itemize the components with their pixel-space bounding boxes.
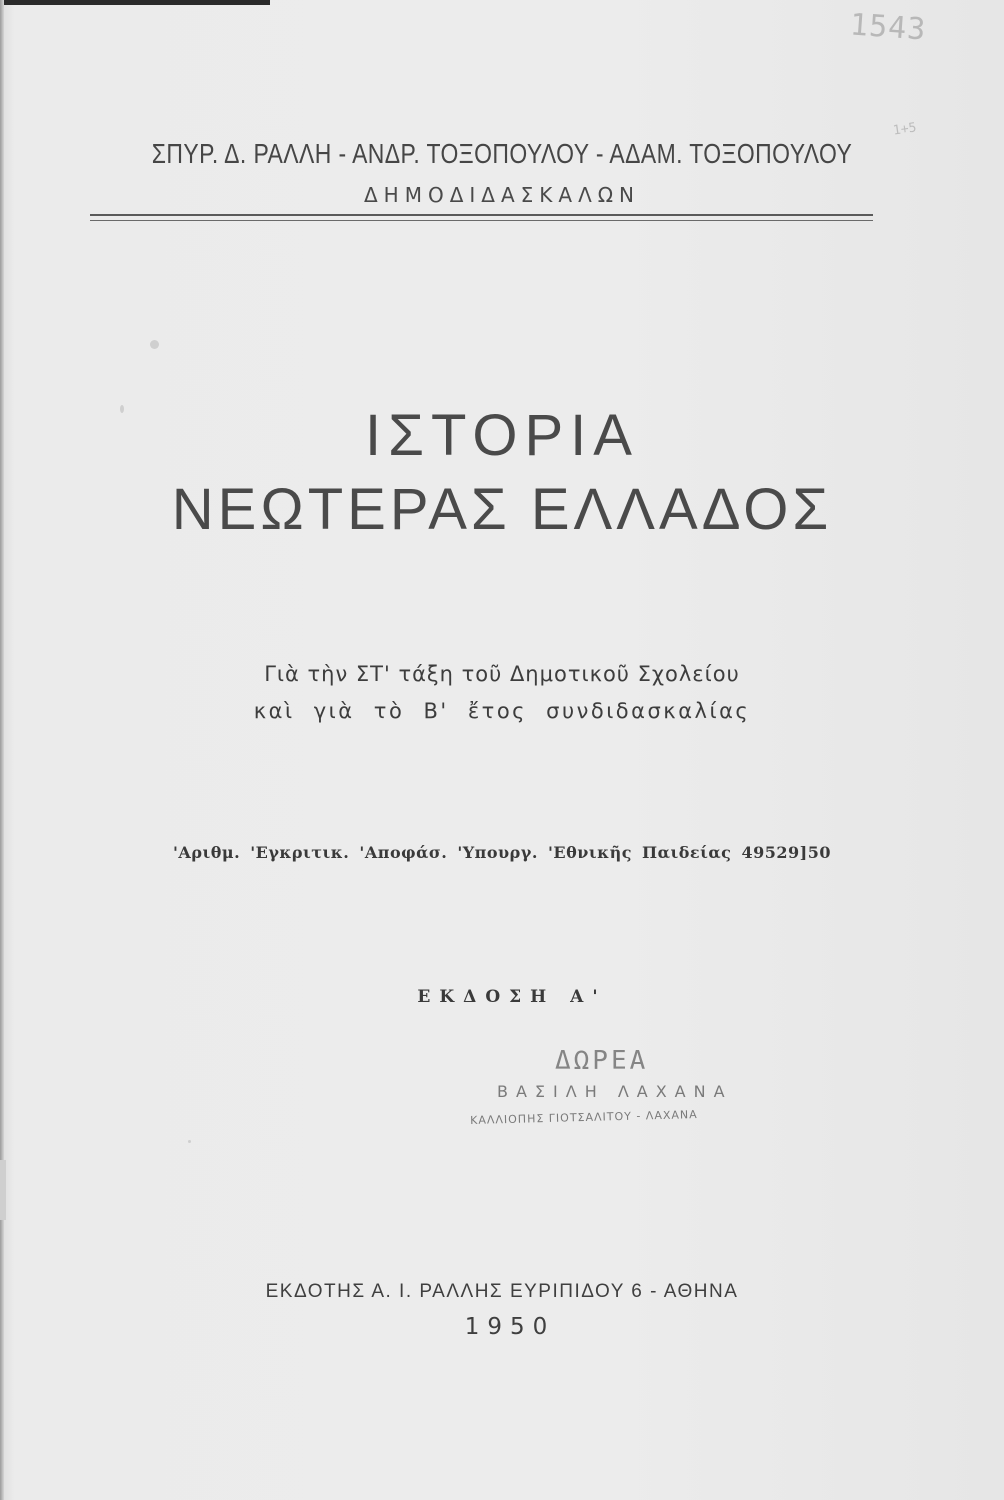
authors-line: ΣΠΥΡ. Δ. ΡΑΛΛΗ - ΑΝΔΡ. ΤΟΞΟΠΟΥΛΟΥ - ΑΔΑΜ. ΤΟΞΟΠΟΥΛΟΥ (151, 138, 853, 169)
stamp-line-2: ΒΑΣΙΛΗ ΛΑΧΑΝΑ (497, 1082, 733, 1101)
stamp-line-3: ΚΑΛΛΙΟΠΗΣ ΓΙΟΤΣΑΛΙΤΟΥ - ΛΑΧΑΝΑ (470, 1108, 698, 1127)
publication-year: 1950 (464, 1314, 556, 1340)
edition-label: ΕΚΔΟΣΗ Α' (417, 987, 607, 1007)
subtitle-line-2: καὶ γιὰ τὸ Β' ἔτος συνδιδασκαλίας (253, 699, 751, 723)
ministry-approval-note: 'Αριθμ. 'Εγκριτικ. 'Αποφάσ. 'Υπουργ. 'Εθνικῆς Παιδείας 49529]50 (173, 843, 831, 862)
stamp-line-1: ΔΩΡΕΑ (555, 1046, 649, 1076)
page-binding-edge (0, 0, 4, 1500)
book-title-line-1: ΙΣΤΟΡΙΑ (365, 403, 639, 468)
book-title-line-2: ΝΕΩΤΕΡΑΣ ΕΛΛΑΔΟΣ (171, 477, 833, 542)
divider-rule (90, 220, 873, 221)
authors-profession: ΔΗΜΟΔΙΔΑΣΚΑΛΩΝ (363, 183, 641, 207)
page-top-edge (0, 0, 270, 5)
paper-speck (188, 1140, 191, 1143)
handwritten-shelfmark-small: 1+5 (892, 120, 918, 139)
divider-rule (90, 214, 873, 216)
publisher-line: ΕΚΔΟΤΗΣ Α. Ι. ΡΑΛΛΗΣ ΕΥΡΙΠΙΔΟΥ 6 - ΑΘΗΝΑ (265, 1281, 739, 1302)
page-fold (0, 1160, 6, 1220)
subtitle-line-1: Γιὰ τὴν ΣΤ' τάξη τοῦ Δημοτικοῦ Σχολείου (264, 662, 740, 686)
handwritten-shelfmark: 1543 (848, 7, 928, 48)
paper-speck (150, 340, 159, 349)
